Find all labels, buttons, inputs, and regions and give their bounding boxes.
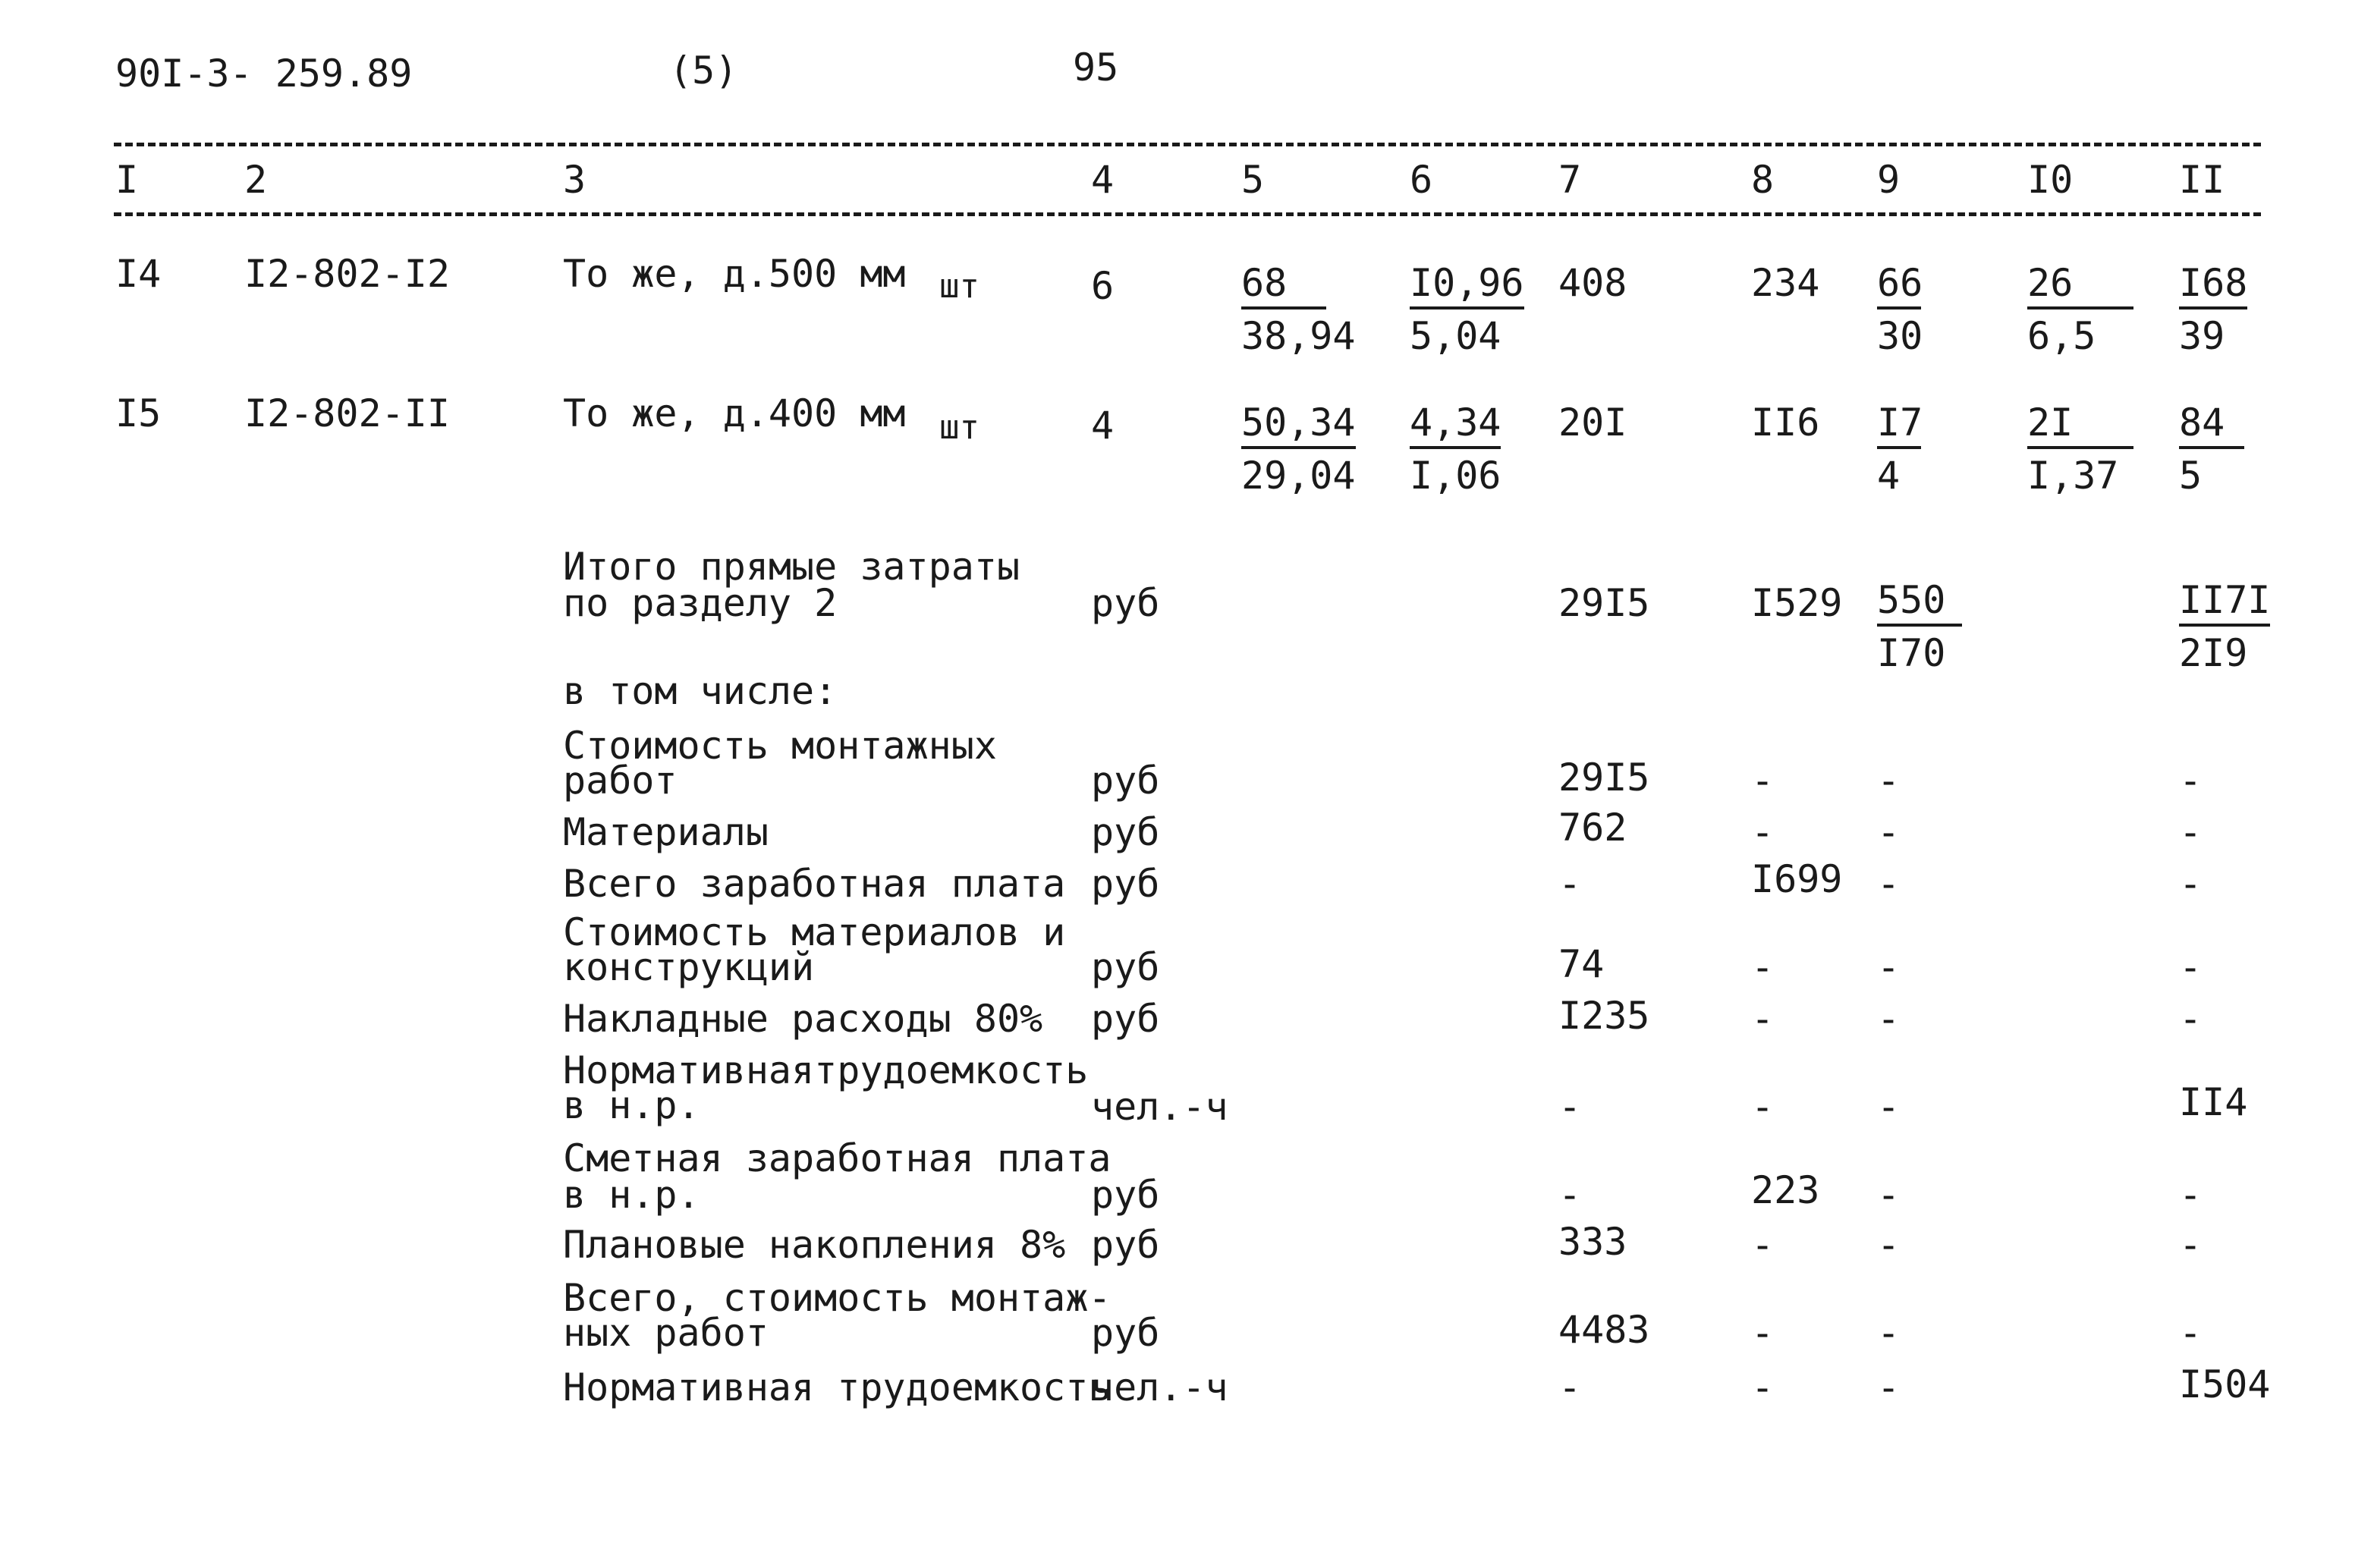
summary-col9: -: [1877, 1223, 1901, 1267]
summary-col8: -: [1751, 1311, 1775, 1355]
summary-col8: 223: [1751, 1168, 1820, 1212]
page-number: 95: [1073, 46, 1119, 90]
summary-label-line: конструкций: [563, 945, 815, 989]
fraction-col5: $\frac{68}{38,94}$: [1241, 261, 1356, 358]
summary-col9: -: [1877, 1085, 1901, 1129]
fraction-col5: $\frac{50,34}{29,04}$: [1241, 401, 1356, 498]
col-header: 6: [1410, 158, 1433, 202]
row-number: I5: [115, 391, 162, 435]
col-header: 5: [1241, 158, 1265, 202]
cell-col8: 234: [1751, 261, 1820, 305]
summary-col8: -: [1751, 997, 1775, 1041]
row-qty: 6: [1091, 264, 1115, 308]
including-label: в том числе:: [563, 669, 838, 713]
document-code: 90I-3- 259.89: [115, 52, 413, 96]
col-header: 4: [1091, 158, 1115, 202]
summary-col7: 29I5: [1558, 756, 1650, 800]
summary-col9: -: [1877, 1311, 1901, 1355]
fraction-col9: $\frac{66}{30}$: [1877, 261, 1923, 358]
summary-unit: руб: [1091, 997, 1160, 1041]
summary-col11: -: [2179, 1311, 2203, 1355]
summary-unit: чел.-ч: [1091, 1085, 1228, 1129]
summary-label-line: Плановые накопления 8%: [563, 1223, 1066, 1267]
cell-col8: II6: [1751, 401, 1820, 445]
summary-col7: 74: [1558, 942, 1605, 986]
row-name: То же, д.500 мм: [563, 252, 906, 296]
fraction-col6: $\frac{4,34}{I,06}$: [1410, 401, 1501, 498]
total-unit: руб: [1091, 581, 1160, 625]
cell-col7: 408: [1558, 261, 1627, 305]
summary-unit: руб: [1091, 810, 1160, 854]
summary-col7: 4483: [1558, 1308, 1650, 1352]
row-code: I2-802-II: [244, 391, 450, 435]
summary-col9: -: [1877, 945, 1901, 989]
summary-col11: -: [2179, 1223, 2203, 1267]
cell-col7: 20I: [1558, 401, 1627, 445]
summary-col8: -: [1751, 759, 1775, 803]
summary-col9: -: [1877, 862, 1901, 906]
summary-col8: -: [1751, 1085, 1775, 1129]
summary-col9: -: [1877, 1365, 1901, 1409]
summary-col8: -: [1751, 1223, 1775, 1267]
summary-col9: -: [1877, 810, 1901, 854]
total-col8: I529: [1751, 581, 1843, 625]
summary-col11: II4: [2179, 1080, 2248, 1124]
summary-unit: руб: [1091, 1173, 1160, 1217]
summary-col7: 333: [1558, 1220, 1627, 1264]
summary-col9: -: [1877, 759, 1901, 803]
summary-label-line: ных работ: [563, 1311, 769, 1355]
row-code: I2-802-I2: [244, 252, 450, 296]
summary-label-line: работ: [563, 759, 678, 803]
summary-label-line: Накладные расходы 80%: [563, 997, 1043, 1041]
summary-col7: -: [1558, 1085, 1582, 1129]
summary-col11: -: [2179, 1173, 2203, 1217]
col-header: II: [2179, 158, 2225, 202]
summary-col7: 762: [1558, 806, 1627, 850]
summary-unit: руб: [1091, 945, 1160, 989]
fraction-col10: $\frac{2I}{I,37}$: [2027, 404, 2133, 495]
total-col7: 29I5: [1558, 581, 1650, 625]
summary-label-line: Сметная заработная плата: [563, 1136, 1112, 1180]
summary-col8: -: [1751, 945, 1775, 989]
col-header: 3: [563, 158, 586, 202]
total-label-line: Итого прямые затраты: [563, 545, 1020, 589]
col-header: I0: [2027, 158, 2074, 202]
total-fraction-col9: $\frac{550}{I70}$: [1877, 581, 1962, 672]
summary-col8: -: [1751, 810, 1775, 854]
header-rule-bottom: [114, 212, 2261, 216]
summary-col7: I235: [1558, 994, 1650, 1038]
row-unit: шт: [939, 267, 979, 306]
summary-label-line: Стоимость материалов и: [563, 910, 1066, 954]
fraction-col9: $\frac{I7}{4}$: [1877, 401, 1923, 498]
total-label-line: по разделу 2: [563, 581, 838, 625]
part-number: (5): [669, 49, 738, 93]
col-header: 8: [1751, 158, 1775, 202]
header-rule-top: [114, 143, 2261, 146]
fraction-col11: $\frac{84}{5}$: [2179, 404, 2244, 495]
summary-label-line: Всего, стоимость монтаж-: [563, 1276, 1112, 1320]
summary-col7: -: [1558, 1365, 1582, 1409]
row-number: I4: [115, 252, 162, 296]
summary-col9: -: [1877, 997, 1901, 1041]
summary-label-line: Материалы: [563, 810, 769, 854]
col-header: 9: [1877, 158, 1901, 202]
col-header: 2: [244, 158, 268, 202]
fraction-col11: $\frac{I68}{39}$: [2179, 261, 2248, 358]
summary-unit: руб: [1091, 1311, 1160, 1355]
row-unit: шт: [939, 408, 979, 447]
col-header: 7: [1558, 158, 1582, 202]
fraction-col6: $\frac{I0,96}{5,04}$: [1410, 261, 1524, 358]
summary-col11: -: [2179, 862, 2203, 906]
summary-col11: -: [2179, 997, 2203, 1041]
total-fraction-col11: $\frac{II7I}{2I9}$: [2179, 578, 2271, 675]
summary-col11: -: [2179, 945, 2203, 989]
summary-col8: -: [1751, 1365, 1775, 1409]
summary-label-line: Нормативная трудоемкость: [563, 1365, 1112, 1409]
col-header: I: [115, 158, 139, 202]
summary-col8: I699: [1751, 857, 1843, 901]
summary-label-line: Нормативнаятрудоемкость: [563, 1048, 1089, 1092]
summary-col11: -: [2179, 810, 2203, 854]
summary-col7: -: [1558, 862, 1582, 906]
summary-unit: руб: [1091, 759, 1160, 803]
row-name: То же, д.400 мм: [563, 391, 906, 435]
summary-label-line: Всего заработная плата: [563, 862, 1066, 906]
summary-label-line: в н.р.: [563, 1083, 700, 1127]
summary-unit: чел.-ч: [1091, 1365, 1228, 1409]
row-qty: 4: [1091, 404, 1115, 448]
summary-col11: I504: [2179, 1362, 2271, 1406]
summary-col11: -: [2179, 759, 2203, 803]
summary-unit: руб: [1091, 1223, 1160, 1267]
summary-col7: -: [1558, 1173, 1582, 1217]
summary-label-line: Стоимость монтажных: [563, 724, 997, 768]
summary-unit: руб: [1091, 862, 1160, 906]
fraction-col10: $\frac{26}{6,5}$: [2027, 264, 2133, 355]
summary-col9: -: [1877, 1173, 1901, 1217]
summary-label-line: в н.р.: [563, 1173, 700, 1217]
